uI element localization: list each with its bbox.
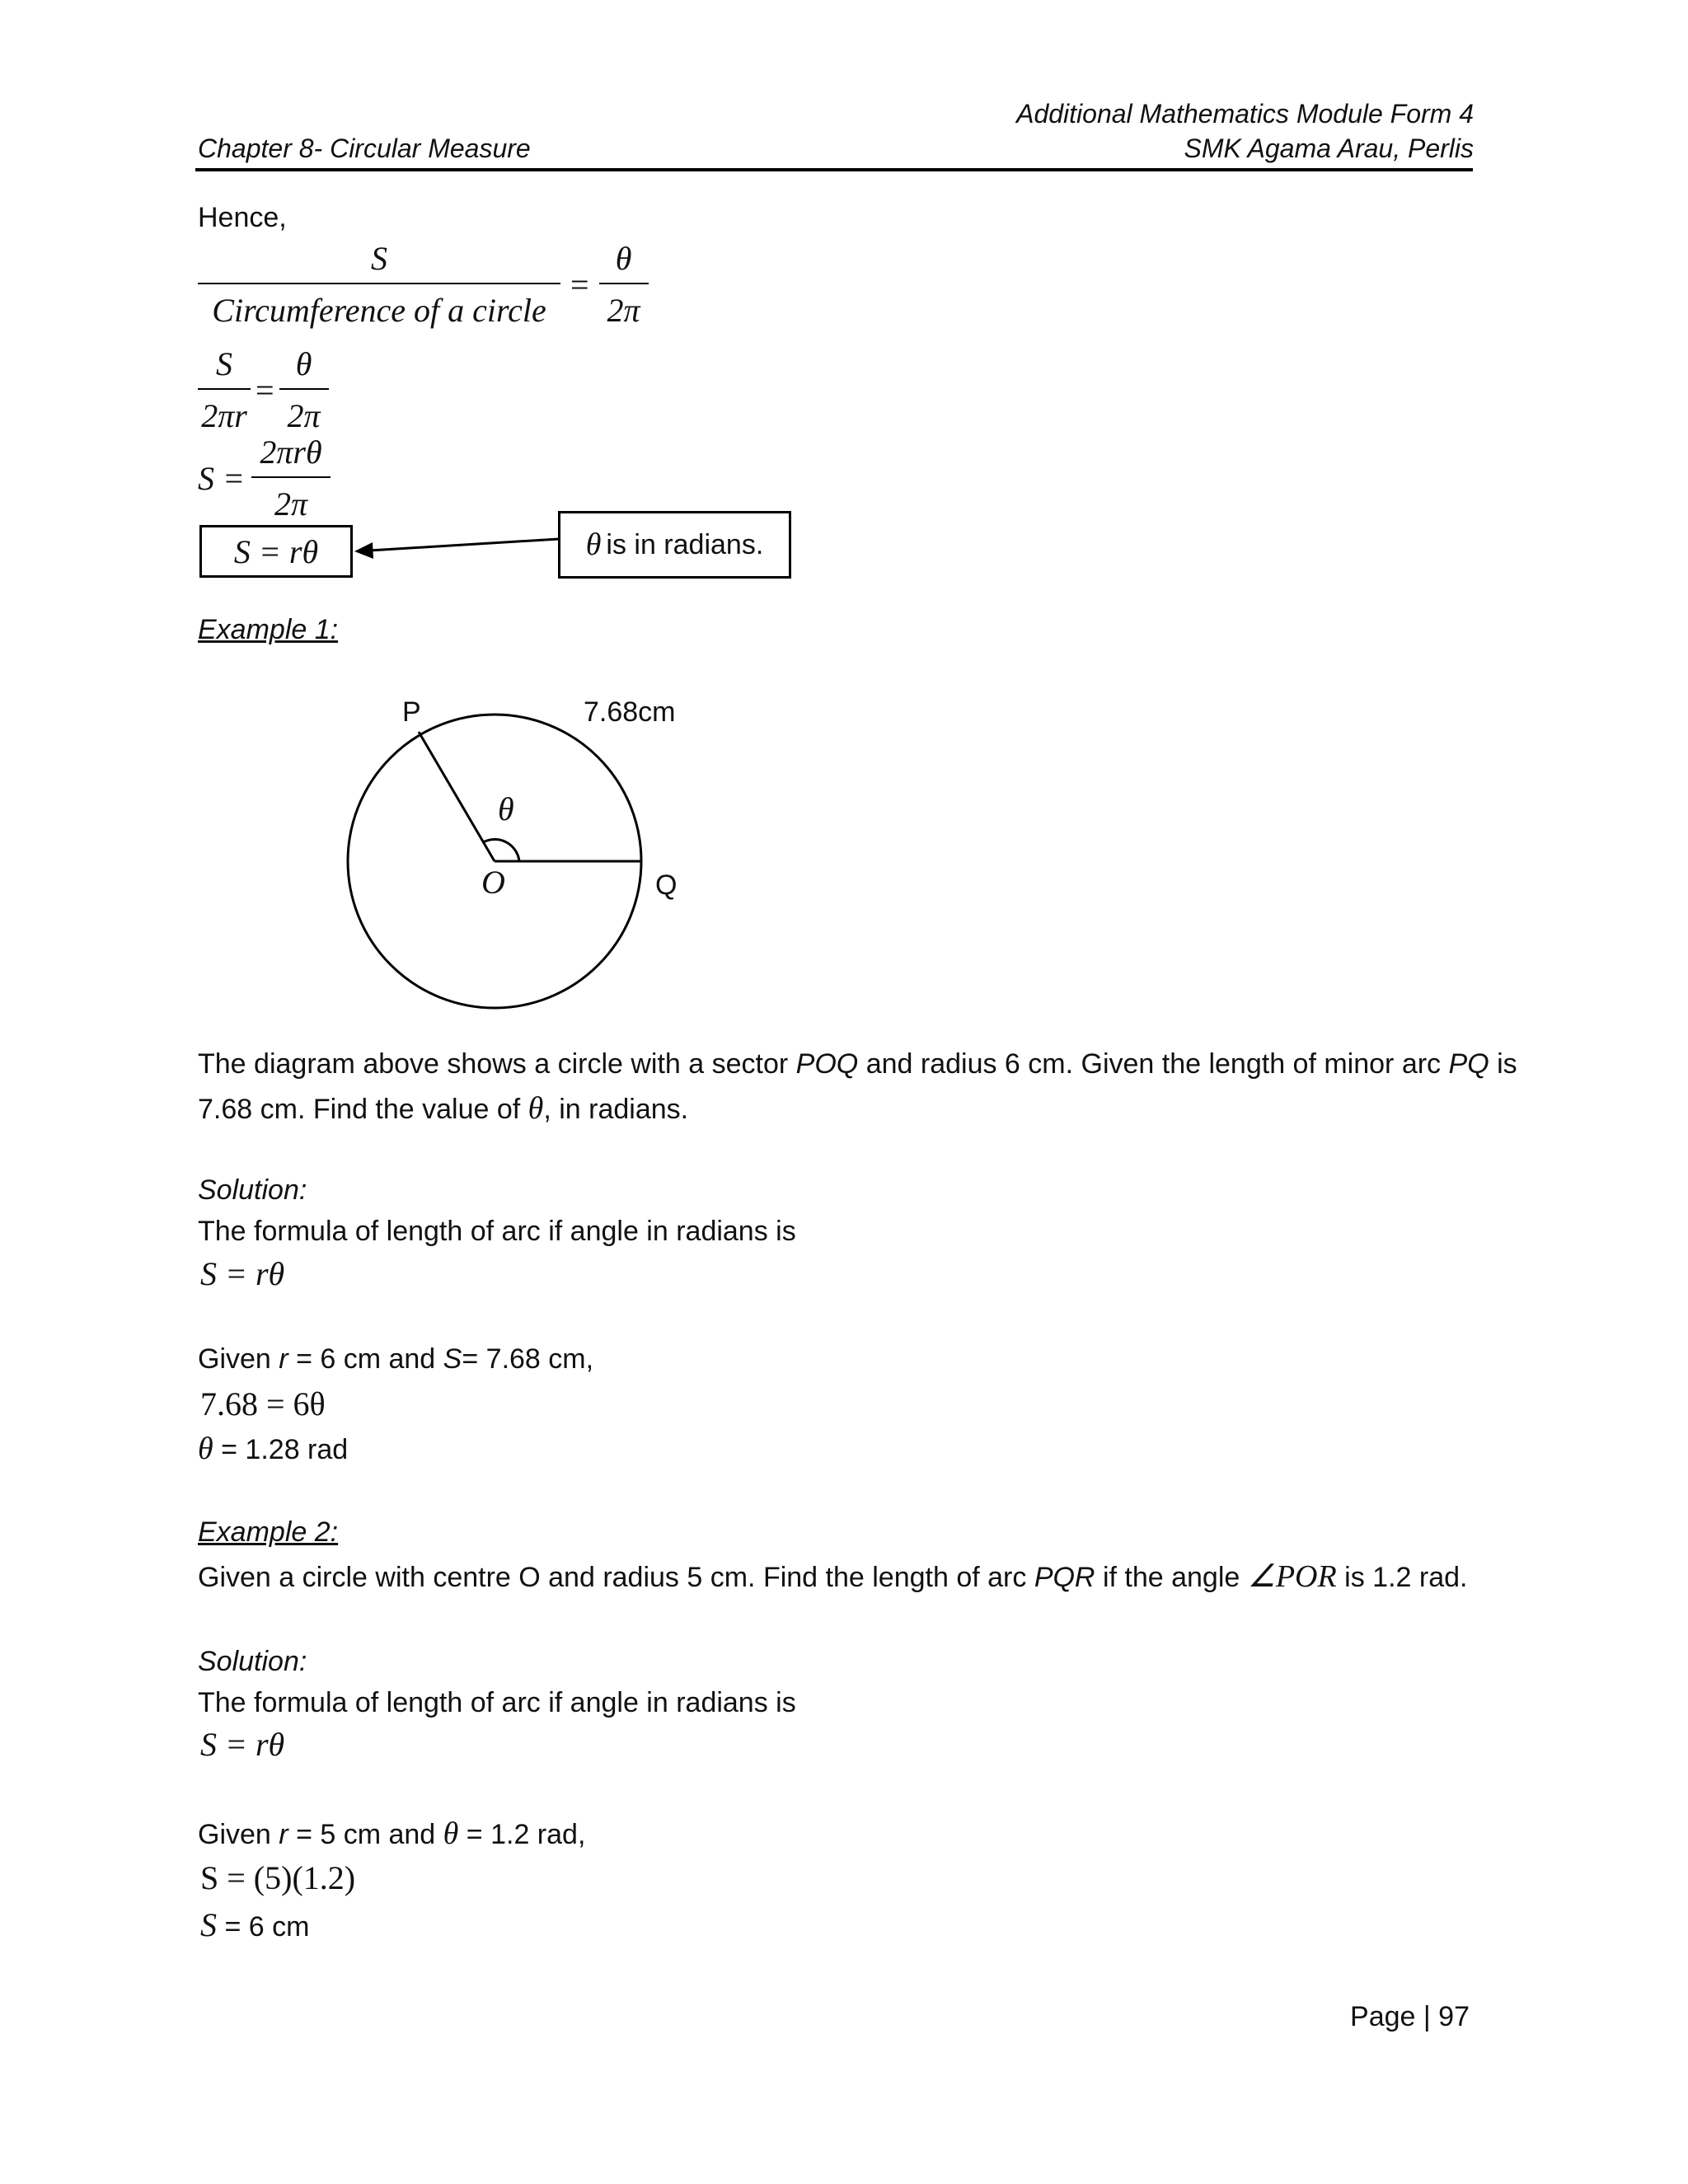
q1-theta: θ xyxy=(528,1091,544,1126)
equation-s-expanded xyxy=(198,433,331,523)
step2-result: = 6 cm xyxy=(224,1911,310,1943)
eq3-denominator: 2π xyxy=(274,485,308,523)
example-1-solution-label: Solution: xyxy=(198,1174,307,1206)
eq3-lhs: S = xyxy=(198,459,245,497)
example-1-title: Example 1: xyxy=(198,614,339,645)
q2-text-b: if the angle xyxy=(1102,1562,1240,1593)
step2-theta: θ xyxy=(198,1432,213,1466)
given-r: r xyxy=(279,1343,288,1375)
module-title: Additional Mathematics Module Form 4 xyxy=(1016,99,1474,129)
q1-sector-name: POQ xyxy=(795,1048,859,1080)
eq2-rhs-numerator: θ xyxy=(279,344,329,390)
given2-text-c: = 1.2 rad, xyxy=(466,1819,586,1850)
label-p: P xyxy=(402,696,421,728)
example-2-given xyxy=(198,1816,585,1852)
given-text-c: = 7.68 cm, xyxy=(462,1343,594,1375)
arrow-to-formula xyxy=(346,527,560,577)
example-1-step-2 xyxy=(198,1431,348,1467)
example-1-formula: S = rθ xyxy=(200,1255,285,1292)
q2-arc-name: PQR xyxy=(1034,1562,1095,1593)
note-text: is in radians. xyxy=(606,528,764,560)
example-1-question-line-1 xyxy=(198,1048,1517,1080)
radians-note-box xyxy=(558,511,791,579)
eq1-numerator: S xyxy=(198,239,560,284)
q1-text-b: and radius 6 cm. Given the length of minor arc xyxy=(865,1048,1442,1080)
label-o: O xyxy=(481,864,505,901)
eq2-lhs-denominator: 2πr xyxy=(201,397,247,434)
example-1-question-line-2 xyxy=(198,1090,688,1127)
given-text-a: Given xyxy=(198,1343,271,1375)
step2-result: = 1.28 rad xyxy=(221,1434,349,1465)
eq2-rhs-denominator: 2π xyxy=(287,397,321,434)
eq1-rhs-denominator: 2π xyxy=(607,292,640,329)
label-theta: θ xyxy=(498,790,514,827)
example-2-question xyxy=(198,1558,1467,1595)
given2-text-a: Given xyxy=(198,1819,271,1850)
equation-ratio-circumference xyxy=(198,239,649,330)
hence-label: Hence, xyxy=(198,202,287,233)
example-1-step-1: 7.68 = 6θ xyxy=(200,1385,326,1422)
example-2-formula-intro: The formula of length of arc if angle in radians is xyxy=(198,1687,796,1718)
eq1-denominator: Circumference of a circle xyxy=(212,292,546,329)
note-theta: θ xyxy=(585,527,602,562)
step2-s: S xyxy=(200,1906,217,1943)
q1-text-a: The diagram above shows a circle with a sector xyxy=(198,1048,789,1080)
example-2-step-1: S = (5)(1.2) xyxy=(200,1859,356,1896)
q1-arc-name: PQ xyxy=(1448,1048,1489,1080)
q2-text-c: is 1.2 rad. xyxy=(1344,1562,1468,1593)
boxed-arc-formula xyxy=(199,525,353,578)
given2-r: r xyxy=(279,1819,288,1850)
eq3-numerator: 2πrθ xyxy=(251,433,331,478)
label-q: Q xyxy=(655,869,678,901)
boxed-formula-text: S = rθ xyxy=(233,532,319,570)
q1-text-c: is xyxy=(1497,1048,1517,1080)
q2-text-a: Given a circle with centre O and radius 5 cm. Find the length of arc xyxy=(198,1562,1027,1593)
given-s: S xyxy=(443,1343,462,1375)
label-arc-length: 7.68cm xyxy=(584,696,676,728)
q1-text-line2a: 7.68 cm. Find the value of xyxy=(198,1094,521,1125)
equation-ratio-radius xyxy=(198,344,329,435)
q2-angle: ∠POR xyxy=(1247,1559,1337,1594)
example-2-formula: S = rθ xyxy=(200,1726,285,1763)
page-number: Page | 97 xyxy=(1350,2001,1470,2032)
school-name: SMK Agama Arau, Perlis xyxy=(1184,134,1474,163)
example-1-formula-intro: The formula of length of arc if angle in radians is xyxy=(198,1216,796,1247)
equals-sign: = xyxy=(256,371,274,409)
chapter-title: Chapter 8- Circular Measure xyxy=(198,134,531,163)
example-2-title: Example 2: xyxy=(198,1516,339,1548)
header-rule xyxy=(195,168,1473,171)
equals-sign: = xyxy=(570,265,589,303)
circle-sector-diagram xyxy=(330,692,676,1014)
example-2-step-2 xyxy=(200,1905,309,1944)
eq1-rhs-numerator: θ xyxy=(599,239,649,284)
given2-theta: θ xyxy=(443,1816,459,1851)
example-2-solution-label: Solution: xyxy=(198,1646,307,1677)
given-text-b: = 6 cm and xyxy=(296,1343,436,1375)
q1-text-line2b: , in radians. xyxy=(543,1094,689,1125)
given2-text-b: = 5 cm and xyxy=(296,1819,436,1850)
example-1-given xyxy=(198,1343,593,1376)
eq2-lhs-numerator: S xyxy=(198,344,251,390)
